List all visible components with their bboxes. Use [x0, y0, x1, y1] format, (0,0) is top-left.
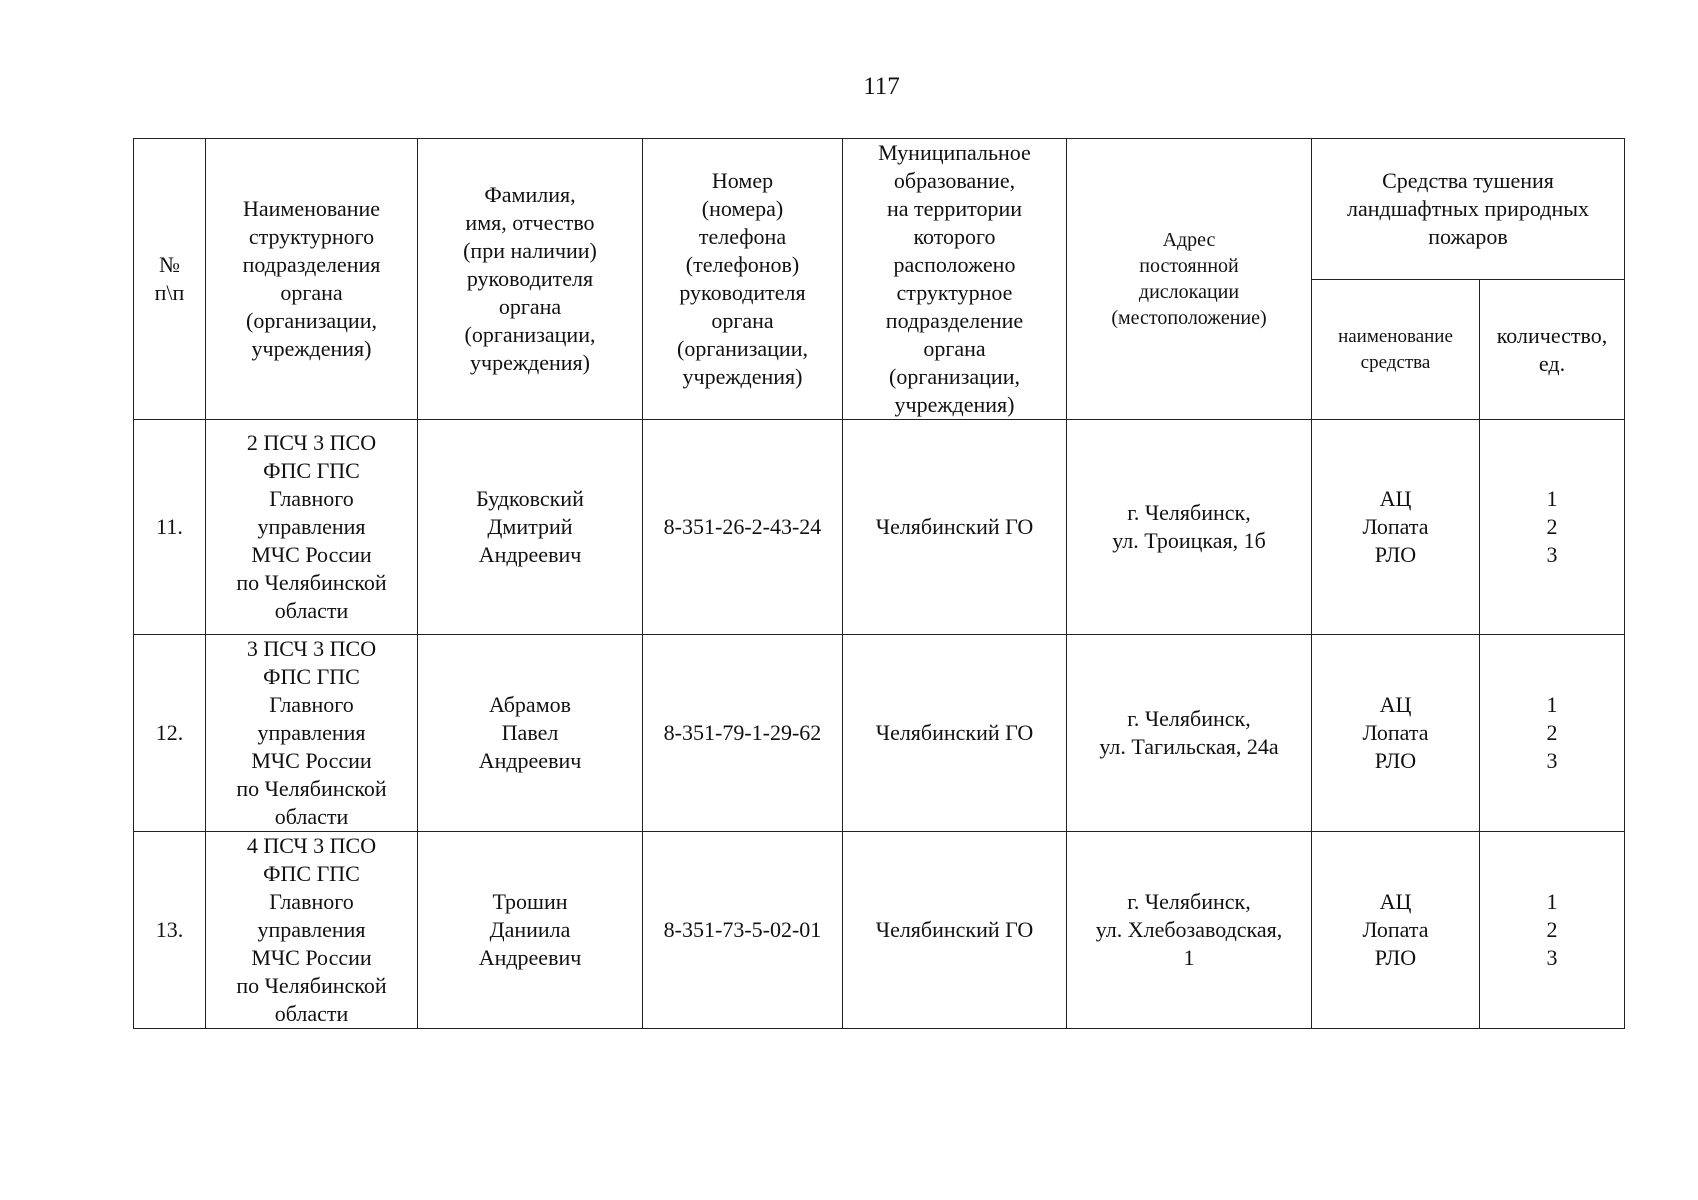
table-row	[134, 420, 1625, 635]
header-num: № п\п	[134, 139, 206, 420]
table-body	[134, 420, 1625, 1029]
header-address: Адрес постоянной дислокации (местоположение)	[1067, 139, 1312, 420]
header-means-qty: количество, ед.	[1480, 280, 1625, 420]
cell-address: г. Челябинск, ул. Хлебозаводская, 1	[1067, 832, 1312, 1029]
cell-means-qty: 1 2 3	[1480, 420, 1625, 635]
cell-phone: 8-351-26-2-43-24	[643, 420, 843, 635]
cell-means-name: АЦ Лопата РЛО	[1312, 832, 1480, 1029]
cell-head-name: Трошин Даниила Андреевич	[418, 832, 643, 1029]
cell-municipality: Челябинский ГО	[843, 832, 1067, 1029]
cell-municipality: Челябинский ГО	[843, 635, 1067, 832]
cell-num: 11.	[134, 420, 206, 635]
header-row-top	[134, 139, 1625, 280]
header-municipality: Муниципальное образование, на территории которого расположено структурное подразделение органа (организации, учреждения)	[843, 139, 1067, 420]
table-header	[134, 139, 1625, 420]
header-means-group: Средства тушения ландшафтных природных пожаров	[1312, 139, 1625, 280]
cell-means-qty: 1 2 3	[1480, 832, 1625, 1029]
header-head-name: Фамилия, имя, отчество (при наличии) руководителя органа (организации, учреждения)	[418, 139, 643, 420]
cell-address: г. Челябинск, ул. Тагильская, 24а	[1067, 635, 1312, 832]
cell-division: 4 ПСЧ 3 ПСО ФПС ГПС Главного управления МЧС России по Челябинской области	[206, 832, 418, 1029]
cell-phone: 8-351-73-5-02-01	[643, 832, 843, 1029]
cell-num: 13.	[134, 832, 206, 1029]
cell-num: 12.	[134, 635, 206, 832]
header-phone: Номер (номера) телефона (телефонов) руководителя органа (организации, учреждения)	[643, 139, 843, 420]
dislocation-table	[133, 138, 1625, 1029]
header-means-name: наименование средства	[1312, 280, 1480, 420]
cell-municipality: Челябинский ГО	[843, 420, 1067, 635]
cell-means-name: АЦ Лопата РЛО	[1312, 635, 1480, 832]
cell-phone: 8-351-79-1-29-62	[643, 635, 843, 832]
table-row	[134, 832, 1625, 1029]
cell-address: г. Челябинск, ул. Троицкая, 1б	[1067, 420, 1312, 635]
cell-head-name: Будковский Дмитрий Андреевич	[418, 420, 643, 635]
cell-means-qty: 1 2 3	[1480, 635, 1625, 832]
cell-division: 3 ПСЧ 3 ПСО ФПС ГПС Главного управления МЧС России по Челябинской области	[206, 635, 418, 832]
cell-means-name: АЦ Лопата РЛО	[1312, 420, 1480, 635]
header-division: Наименование структурного подразделения органа (организации, учреждения)	[206, 139, 418, 420]
page-number: 117	[863, 73, 900, 100]
table-row	[134, 635, 1625, 832]
cell-division: 2 ПСЧ 3 ПСО ФПС ГПС Главного управления МЧС России по Челябинской области	[206, 420, 418, 635]
cell-head-name: Абрамов Павел Андреевич	[418, 635, 643, 832]
